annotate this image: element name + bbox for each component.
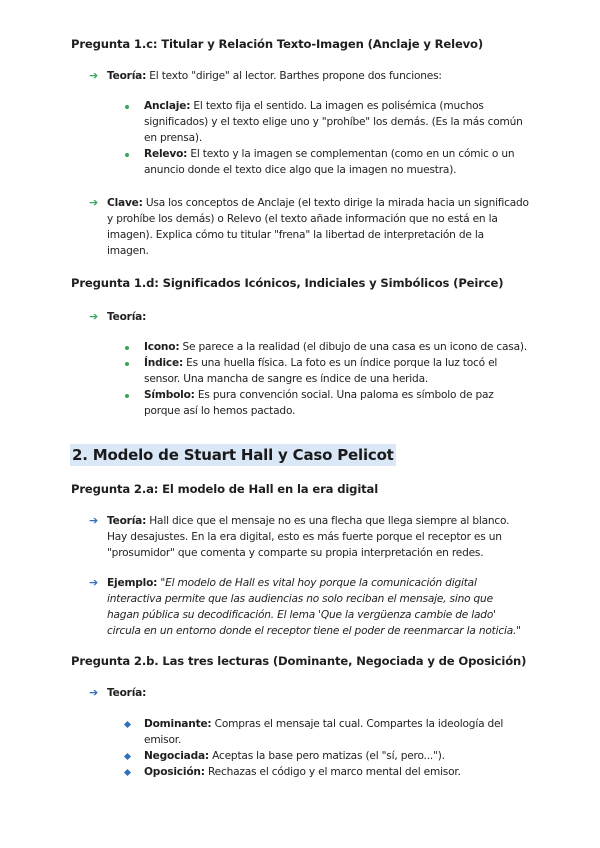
q2a-ejemplo-line-3: hagan pública su decodificación. El lema 'Que la vergüenza cambie de lado' (107, 609, 496, 621)
clave-line-2: y prohíbe los demás) o Relevo (el texto añade información que no está en la (107, 213, 498, 225)
text: Es una huella física. La foto es un índice porque la luz tocó el (183, 357, 498, 369)
bullet-dot-icon (125, 346, 129, 350)
arrow-right-icon: ➔ (89, 576, 99, 589)
relevo-line-1 (144, 146, 514, 162)
question-1d-heading: Pregunta 1.d: Significados Icónicos, Indiciales y Simbólicos (Peirce) (71, 276, 504, 290)
q1c-teoria (107, 68, 442, 84)
anclaje-line-2: significados) y el texto elige uno y "prohíbe" los demás. (Es la más común (144, 116, 523, 128)
simbolo-line-1 (144, 387, 494, 403)
dominante-line-2: emisor. (144, 734, 182, 746)
text: Se parece a la realidad (el dibujo de una casa es un icono de casa). (179, 341, 527, 353)
anclaje-line-3: en prensa). (144, 132, 202, 144)
arrow-right-icon: ➔ (89, 69, 99, 82)
arrow-right-icon: ➔ (89, 196, 99, 209)
q2a-teoria-line-2: Hay desajustes. En la era digital, esto es más fuerte porque el receptor es un (107, 531, 502, 543)
text: El texto "dirige" al lector. Barthes propone dos funciones: (146, 70, 442, 82)
text: Rechazas el código y el marco mental del emisor. (204, 766, 461, 778)
oposicion-line-1 (144, 764, 461, 780)
text: Hall dice que el mensaje no es una flecha que llega siempre al blanco. (146, 515, 510, 527)
question-2a-heading: Pregunta 2.a: El modelo de Hall en la era digital (71, 482, 379, 496)
bullet-dot-icon (125, 153, 129, 157)
text: Usa los conceptos de Anclaje (el texto dirige la mirada hacia un significado (142, 197, 529, 209)
anclaje-line-1 (144, 98, 484, 114)
clave-line-1 (107, 195, 529, 211)
text: Aceptas la base pero matizas (el "sí, pero..."). (208, 750, 445, 762)
q2a-ejemplo-line-2: interactiva permite que las audiencias no solo reciban el mensaje, sino que (107, 593, 493, 605)
arrow-right-icon: ➔ (89, 310, 99, 323)
question-2b-heading: Pregunta 2.b. Las tres lecturas (Dominante, Negociada y de Oposición) (71, 654, 527, 668)
relevo-line-2: anuncio donde el texto dice algo que la imagen no muestra). (144, 164, 457, 176)
q2a-ejemplo-line-4: circula en un entorno donde el receptor tiene el poder de reenmarcar la noticia." (107, 625, 521, 637)
q2a-teoria-line-3: "prosumidor" que comenta y comparte su propia interpretación en redes. (107, 547, 484, 559)
negociada-label: Negociada: (144, 750, 209, 762)
indice-line-2: sensor. Una mancha de sangre es índice de una herida. (144, 373, 429, 385)
simbolo-label: Símbolo: (144, 389, 195, 401)
indice-label: Índice: (144, 357, 183, 369)
text: El texto fija el sentido. La imagen es polisémica (muchos (190, 100, 484, 112)
dominante-line-1 (144, 716, 503, 732)
q1d-teoria-label: Teoría: (107, 311, 147, 323)
clave-line-4: imagen. (107, 245, 149, 257)
bullet-diamond-icon (124, 721, 131, 728)
bullet-diamond-icon (124, 753, 131, 760)
dominante-label: Dominante: (144, 718, 212, 730)
label: Teoría: (107, 70, 147, 82)
text: El texto y la imagen se complementan (como en un cómic o un (187, 148, 515, 160)
bullet-diamond-icon (124, 769, 131, 776)
q2a-ejemplo-line-1 (107, 575, 477, 591)
section-2-heading: 2. Modelo de Stuart Hall y Caso Pelicot (72, 446, 394, 464)
text: Es pura convención social. Una paloma es símbolo de paz (194, 389, 494, 401)
simbolo-line-2: porque así lo hemos pactado. (144, 405, 296, 417)
question-1c-heading: Pregunta 1.c: Titular y Relación Texto-Imagen (Anclaje y Relevo) (71, 37, 484, 51)
bullet-dot-icon (125, 394, 129, 398)
clave-label: Clave: (107, 197, 143, 209)
bullet-dot-icon (125, 105, 129, 109)
bullet-dot-icon (125, 362, 129, 366)
indice-line-1 (144, 355, 497, 371)
text: Compras el mensaje tal cual. Compartes la ideología del (211, 718, 504, 730)
relevo-label: Relevo: (144, 148, 188, 160)
teoria-label: Teoría: (107, 515, 147, 527)
arrow-right-icon: ➔ (89, 514, 99, 527)
icono-line-1 (144, 339, 527, 355)
arrow-right-icon: ➔ (89, 686, 99, 699)
q2b-teoria-label: Teoría: (107, 687, 147, 699)
anclaje-label: Anclaje: (144, 100, 191, 112)
q2a-teoria-line-1 (107, 513, 509, 529)
clave-line-3: imagen). Explica cómo tu titular "frena" la libertad de interpretación de la (107, 229, 484, 241)
negociada-line-1 (144, 748, 445, 764)
oposicion-label: Oposición: (144, 766, 205, 778)
text: "El modelo de Hall es vital hoy porque la comunicación digital (157, 577, 477, 589)
ejemplo-label: Ejemplo: (107, 577, 158, 589)
icono-label: Icono: (144, 341, 180, 353)
